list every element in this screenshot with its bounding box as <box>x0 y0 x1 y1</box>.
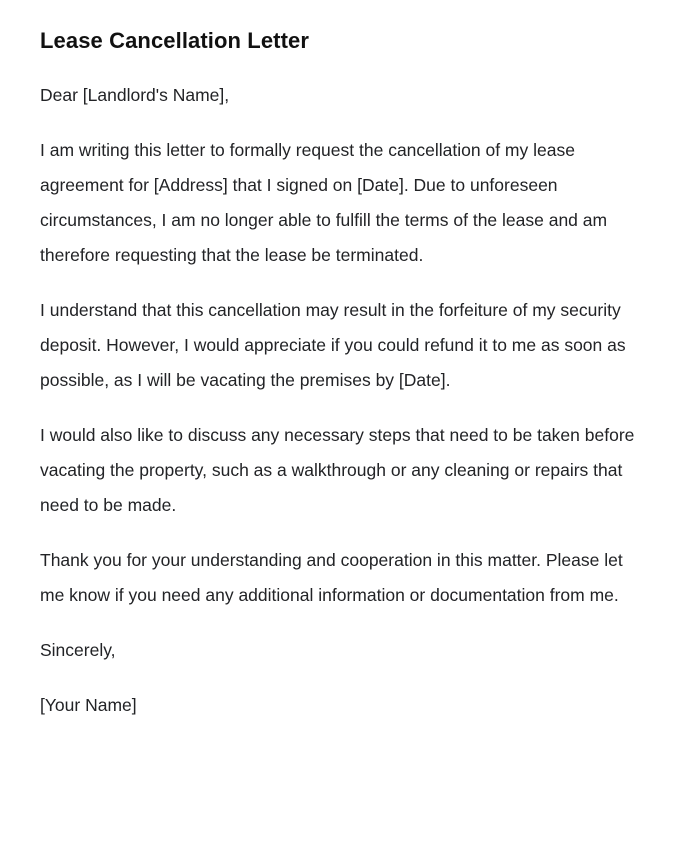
signature-placeholder: [Your Name] <box>40 695 137 716</box>
body-paragraph-2: I understand that this cancellation may result in the forfeiture of my security deposit. However, I would appreciate if you could refund it to me as soon as possible, as I will be vacating the premises by [Date]. <box>40 300 626 391</box>
body-paragraph-3: I would also like to discuss any necessary steps that need to be taken before vacating the property, such as a walkthrough or any cleaning or repairs that need to be made. <box>40 425 635 516</box>
closing: Sincerely, <box>40 640 116 661</box>
body-paragraph-1: I am writing this letter to formally request the cancellation of my lease agreement for [Address] that I signed on [Date]. Due to unforeseen circumstances, I am no longer able to fulfill the terms of the lease and am therefore requesting that the lease be terminated. <box>40 140 608 266</box>
salutation: Dear [Landlord's Name], <box>40 85 230 106</box>
body-paragraph-4: Thank you for your understanding and cooperation in this matter. Please let me know if you need any additional information or documentation from me. <box>40 550 623 606</box>
page-title: Lease Cancellation Letter <box>40 28 310 53</box>
